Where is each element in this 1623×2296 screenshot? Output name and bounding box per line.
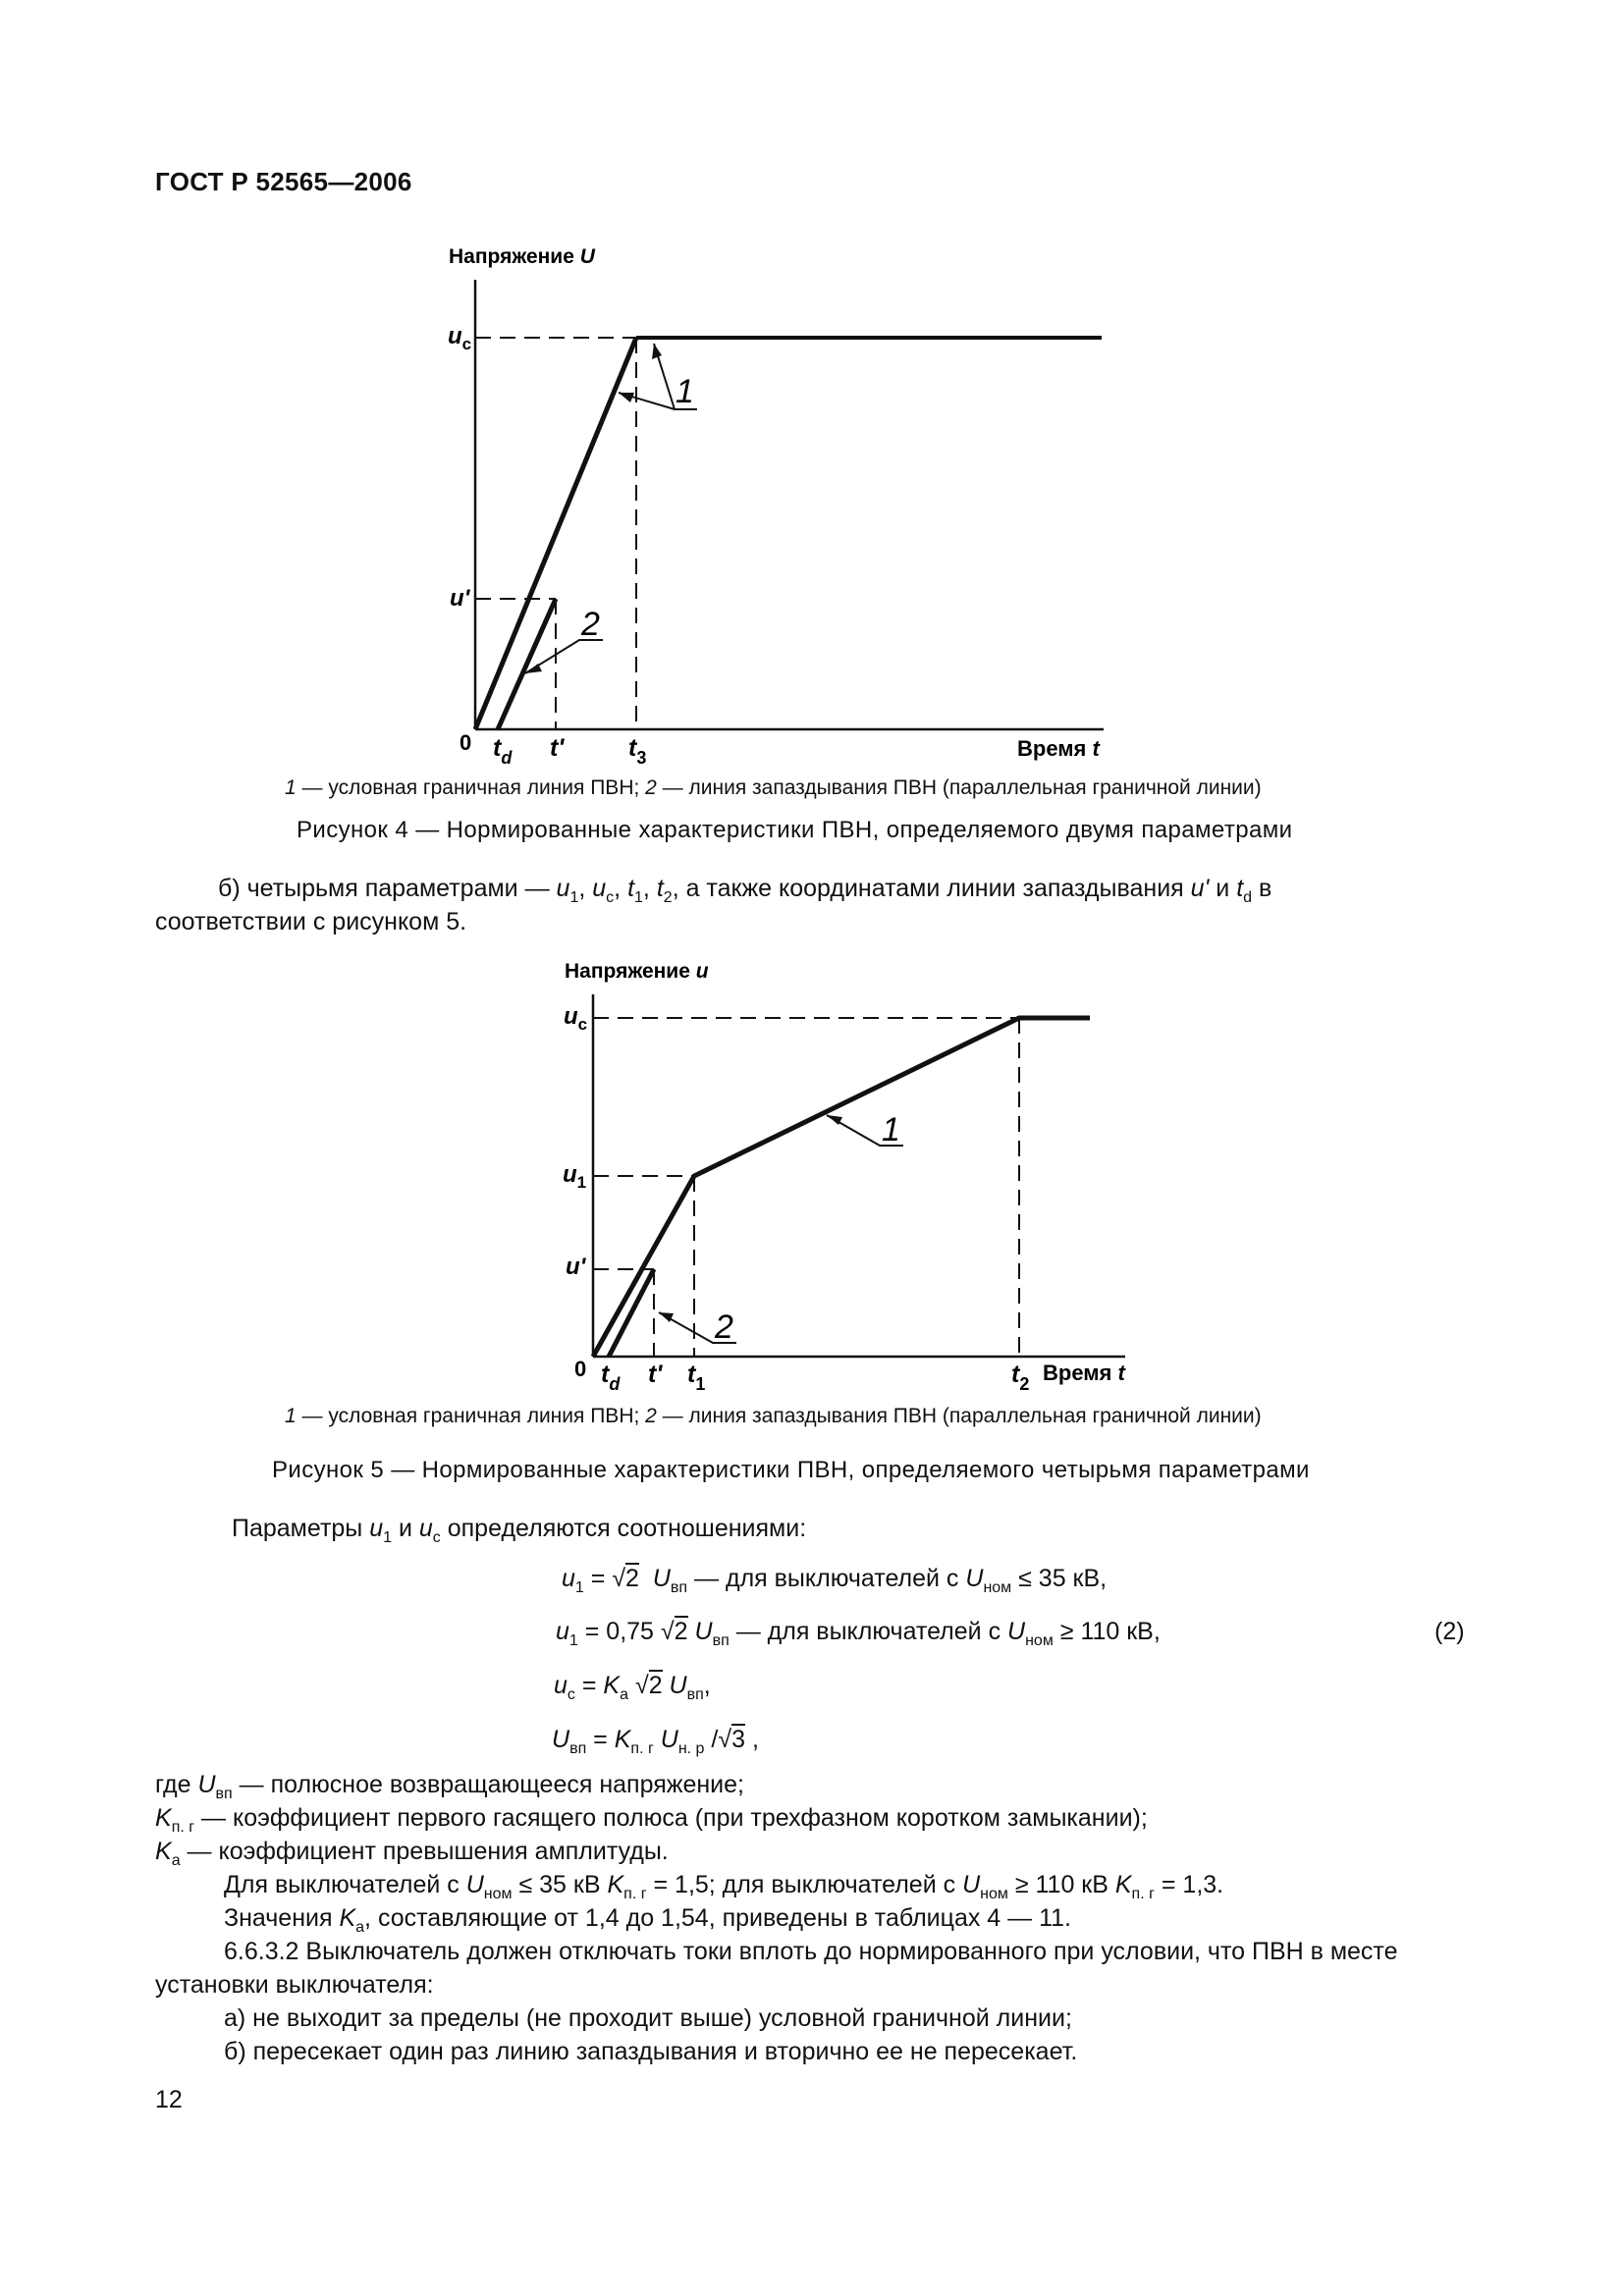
fig5-x-label: Время t <box>1043 1361 1125 1385</box>
fig4-legend: 1 — условная граничная линия ПВН; 2 — линия запаздывания ПВН (параллельная граничной линии) <box>285 776 1262 799</box>
fig5-arrow-2 <box>659 1312 674 1322</box>
fig4-t3-tick: $t_3$ <box>628 734 647 768</box>
fig5-label-2: 2 <box>715 1308 733 1346</box>
para-ka-values: Значения $K_а$, составляющие от 1,4 до 1,54, приведены в таблицах 4 — 11. <box>224 1904 1071 1936</box>
page-number: 12 <box>155 2086 183 2113</box>
formula-2: $u_1 = 0,75$ √2 $U_{вп}$ — для выключателей с $U_{ном} \ge 110$ кВ, <box>556 1618 1161 1649</box>
para-item-b: б) пересекает один раз линию запаздывания и вторично ее не пересекает. <box>224 2038 1078 2065</box>
fig5-tprime-tick: t' <box>648 1361 663 1388</box>
fig5-t2-tick: $t_2$ <box>1011 1361 1030 1394</box>
fig4-x-label: Время t <box>1017 736 1100 761</box>
fig5-u1-tick: $u_1$ <box>563 1161 587 1192</box>
fig5-t1-tick: $t_1$ <box>687 1361 706 1394</box>
paragraph-b-line2: соответствии с рисунком 5. <box>155 908 467 935</box>
fig5-caption: Рисунок 5 — Нормированные характеристики ПВН, определяемого четырьмя параметрами <box>272 1457 1310 1483</box>
para-6632-line1: 6.6.3.2 Выключатель должен отключать токи вплоть до нормированного при условии, что ПВН в месте <box>224 1938 1398 1965</box>
fig4-uc-tick: $u_c$ <box>448 323 472 353</box>
fig4-tprime-tick: t' <box>550 734 565 762</box>
fig5-y-label: Напряжение u <box>565 960 709 983</box>
formula-4: $U_{вп} = K_{п. г}$ $U_{н. р}$ /√3 , <box>552 1726 759 1757</box>
where-line-3: $K_а$ — коэффициент превышения амплитуды. <box>155 1838 669 1869</box>
params-intro: Параметры $u_1$ и $u_c$ определяются соотношениями: <box>232 1515 807 1546</box>
fig5-uc-tick: $u_c$ <box>564 1003 588 1034</box>
fig5-legend: 1 — условная граничная линия ПВН; 2 — линия запаздывания ПВН (параллельная граничной линии) <box>285 1405 1262 1427</box>
formula-3: $u_c = K_a$ √2 $U_{вп}$, <box>554 1672 711 1703</box>
formula-number: (2) <box>1434 1618 1465 1645</box>
where-line-2: $K_{п. г}$ — коэффициент первого гасящего полюса (при трехфазном коротком замыкании); <box>155 1804 1148 1836</box>
where-line-1: где $U_{вп}$ — полюсное возвращающееся напряжение; <box>155 1771 744 1802</box>
sqrt-symbol: √ <box>612 1565 626 1592</box>
paragraph-b-line1: б) четырьмя параметрами — $u_1$, $u_c$, $t_1$, $t_2$, а также координатами линии запаздывания u' и $t_d$ в <box>218 875 1272 906</box>
fig5-boundary-line <box>593 1018 1090 1357</box>
fig4-caption: Рисунок 4 — Нормированные характеристики ПВН, определяемого двумя параметрами <box>297 817 1293 843</box>
sqrt-symbol: √ <box>660 1618 675 1645</box>
fig4-uprime-tick: u' <box>450 585 470 612</box>
fig4-origin: 0 <box>460 730 472 755</box>
fig4-y-label: Напряжение U <box>449 245 595 268</box>
sqrt-symbol: √ <box>718 1726 732 1753</box>
sqrt-symbol: √ <box>634 1672 649 1699</box>
para-6632-line2: установки выключателя: <box>155 1971 434 1999</box>
fig4-td-tick: $t_d$ <box>493 734 513 768</box>
para-kpg-values: Для выключателей с $U_{ном} \le 35$ кВ $K_{п. г} = 1,5$; для выключателей с $U_{ном} \ge 110$ кВ $K_{п. г} = 1,3$. <box>224 1871 1224 1902</box>
where-block <box>155 1768 1471 2068</box>
para-item-a: а) не выходит за пределы (не проходит выше) условной граничной линии; <box>224 2004 1072 2032</box>
formula-1: $u_1 = √2$ $U_{вп}$ — для выключателей с $U_{ном} \le 35$ кВ, <box>562 1565 1108 1596</box>
fig5-uprime-tick: u' <box>566 1254 586 1280</box>
fig4-label-2: 2 <box>581 606 600 643</box>
fig5-origin: 0 <box>574 1357 587 1381</box>
document-header: ГОСТ Р 52565—2006 <box>155 167 412 196</box>
fig5-label-1: 1 <box>882 1111 900 1148</box>
fig4-label-1: 1 <box>676 373 694 410</box>
fig5-td-tick: $t_d$ <box>601 1361 621 1394</box>
